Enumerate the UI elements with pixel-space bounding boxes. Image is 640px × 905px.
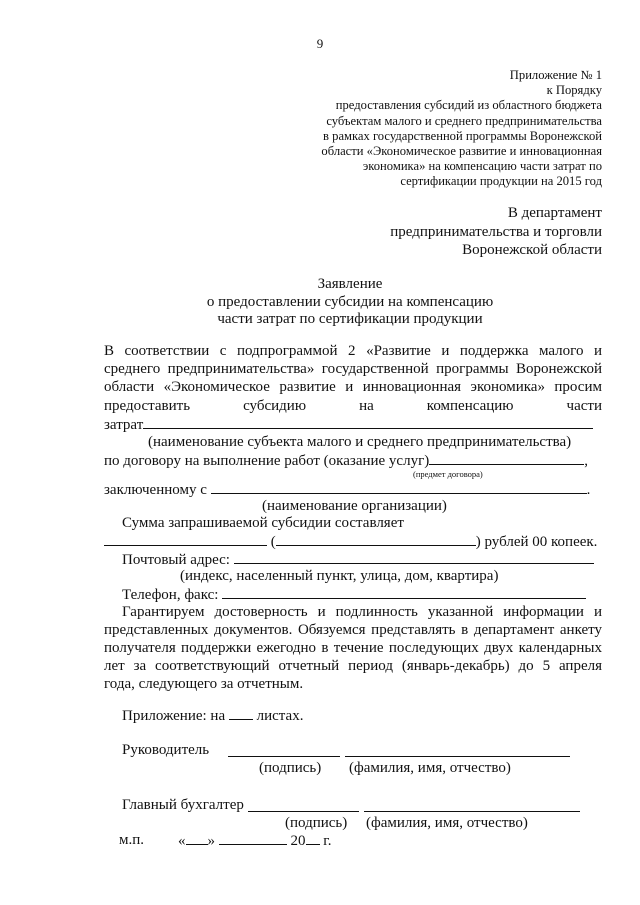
title-line: о предоставлении субсидии на компенсацию bbox=[206, 293, 494, 310]
sum-words-field[interactable] bbox=[276, 533, 476, 546]
phone-label: Телефон, факс: bbox=[122, 587, 219, 603]
date-open-quote: « bbox=[178, 833, 186, 849]
title-line: части затрат по сертификации продукции bbox=[217, 311, 483, 328]
annex-line: субъектам малого и среднего предпринимательства bbox=[326, 113, 602, 128]
attachment-line bbox=[122, 707, 303, 725]
annex-line: к Порядку bbox=[546, 83, 602, 98]
attachment-prefix: Приложение: на bbox=[122, 708, 226, 724]
accountant-name-caption: (фамилия, имя, отчество) bbox=[366, 815, 528, 831]
paragraph-word: части bbox=[566, 398, 602, 414]
accountant-label: Главный бухгалтер bbox=[122, 797, 244, 813]
contract-comma: , bbox=[584, 453, 588, 469]
paragraph-word: компенсацию bbox=[426, 398, 514, 414]
stamp-mp: м.п. bbox=[119, 832, 145, 848]
paragraph-line: В соответствии с подпрограммой 2 «Развитие и поддержка малого и bbox=[104, 343, 602, 359]
contract-label: по договору на выполнение работ (оказание услуг) bbox=[104, 453, 430, 469]
date-line bbox=[178, 832, 331, 850]
accountant-signature-field[interactable] bbox=[248, 811, 359, 812]
concluded-line bbox=[104, 481, 590, 499]
contract-caption: (предмет договора) bbox=[413, 469, 483, 479]
accountant-name-field[interactable] bbox=[364, 811, 580, 812]
title-line: Заявление bbox=[317, 276, 383, 292]
annex-header bbox=[321, 68, 602, 190]
sum-open-paren: ( bbox=[270, 534, 276, 550]
annex-line: в рамках государственной программы Воронежской bbox=[323, 128, 602, 143]
annex-line: предоставления субсидий из областного бюджета bbox=[335, 98, 602, 113]
organization-caption: (наименование организации) bbox=[262, 498, 447, 514]
addressee-line: Воронежской области bbox=[462, 242, 602, 258]
guarantee-line: получателя поддержки ежегодно в течение последующих двух календарных bbox=[104, 640, 602, 656]
paragraph-word: предоставить bbox=[104, 398, 191, 414]
organization-field[interactable] bbox=[211, 481, 587, 494]
head-sign-caption: (подпись) bbox=[259, 760, 322, 776]
date-month-field[interactable] bbox=[219, 832, 287, 845]
date-close-quote: » bbox=[207, 833, 215, 849]
subject-name-field[interactable] bbox=[143, 416, 593, 429]
paragraph-word: субсидию bbox=[243, 398, 307, 414]
head-label: Руководитель bbox=[122, 742, 210, 758]
guarantee-line: представленных документов. Обязуемся представлять в департамент анкету bbox=[104, 622, 602, 638]
date-year-prefix: 20 bbox=[290, 833, 306, 849]
costs-line bbox=[104, 416, 593, 434]
date-day-field[interactable] bbox=[186, 832, 208, 845]
phone-fax-field[interactable] bbox=[222, 586, 586, 599]
annex-line: сертификации продукции на 2015 год bbox=[400, 174, 602, 189]
head-name-caption: (фамилия, имя, отчество) bbox=[349, 760, 511, 776]
postal-line bbox=[122, 551, 594, 569]
annex-line: области «Экономическое развитие и инновационная bbox=[321, 144, 602, 159]
guarantee-line: года, следующего за отчетным. bbox=[104, 676, 304, 692]
addressee bbox=[390, 204, 602, 260]
subject-caption: (наименование субъекта малого и среднего предпринимательства) bbox=[148, 434, 572, 450]
paragraph-line: среднего предпринимательства» государственной программы Воронежской bbox=[104, 361, 602, 377]
date-year-field[interactable] bbox=[306, 832, 320, 845]
annex-line: экономика» на компенсацию части затрат по bbox=[362, 159, 602, 174]
accountant-sign-caption: (подпись) bbox=[285, 815, 348, 831]
head-name-field[interactable] bbox=[345, 756, 570, 757]
annex-line: Приложение № 1 bbox=[509, 68, 602, 82]
attachment-suffix: листах. bbox=[256, 708, 304, 724]
contract-line bbox=[104, 452, 588, 470]
page-number: 9 bbox=[316, 36, 324, 51]
concluded-period: . bbox=[586, 482, 591, 498]
sum-tail: ) рублей 00 копеек. bbox=[475, 534, 598, 550]
postal-label: Почтовый адрес: bbox=[122, 552, 230, 568]
date-year-suffix: г. bbox=[323, 833, 332, 849]
costs-label: затрат bbox=[104, 417, 144, 433]
head-signature-field[interactable] bbox=[228, 756, 340, 757]
addressee-line: предпринимательства и торговли bbox=[390, 223, 602, 240]
guarantee-line: Гарантируем достоверность и подлинность указанной информации и bbox=[122, 604, 602, 620]
addressee-line: В департамент bbox=[507, 205, 602, 221]
paragraph-line: области «Экономическое развитие и инновационная экономика» просим bbox=[104, 379, 602, 395]
document-title bbox=[0, 276, 640, 329]
concluded-label: заключенному с bbox=[104, 482, 207, 498]
paragraph-line bbox=[104, 398, 602, 415]
sum-label: Сумма запрашиваемой субсидии составляет bbox=[122, 515, 404, 531]
postal-address-field[interactable] bbox=[234, 551, 594, 564]
attachment-sheets-field[interactable] bbox=[229, 707, 253, 720]
contract-subject-field[interactable] bbox=[429, 452, 584, 465]
guarantee-line: лет за соответствующий отчетный период (январь-декабрь) до 5 апреля bbox=[104, 658, 602, 674]
postal-caption: (индекс, населенный пункт, улица, дом, квартира) bbox=[180, 568, 499, 584]
paragraph-word: на bbox=[359, 398, 374, 414]
phone-line bbox=[122, 586, 586, 604]
sum-line bbox=[104, 533, 597, 551]
sum-digits-field[interactable] bbox=[104, 533, 267, 546]
